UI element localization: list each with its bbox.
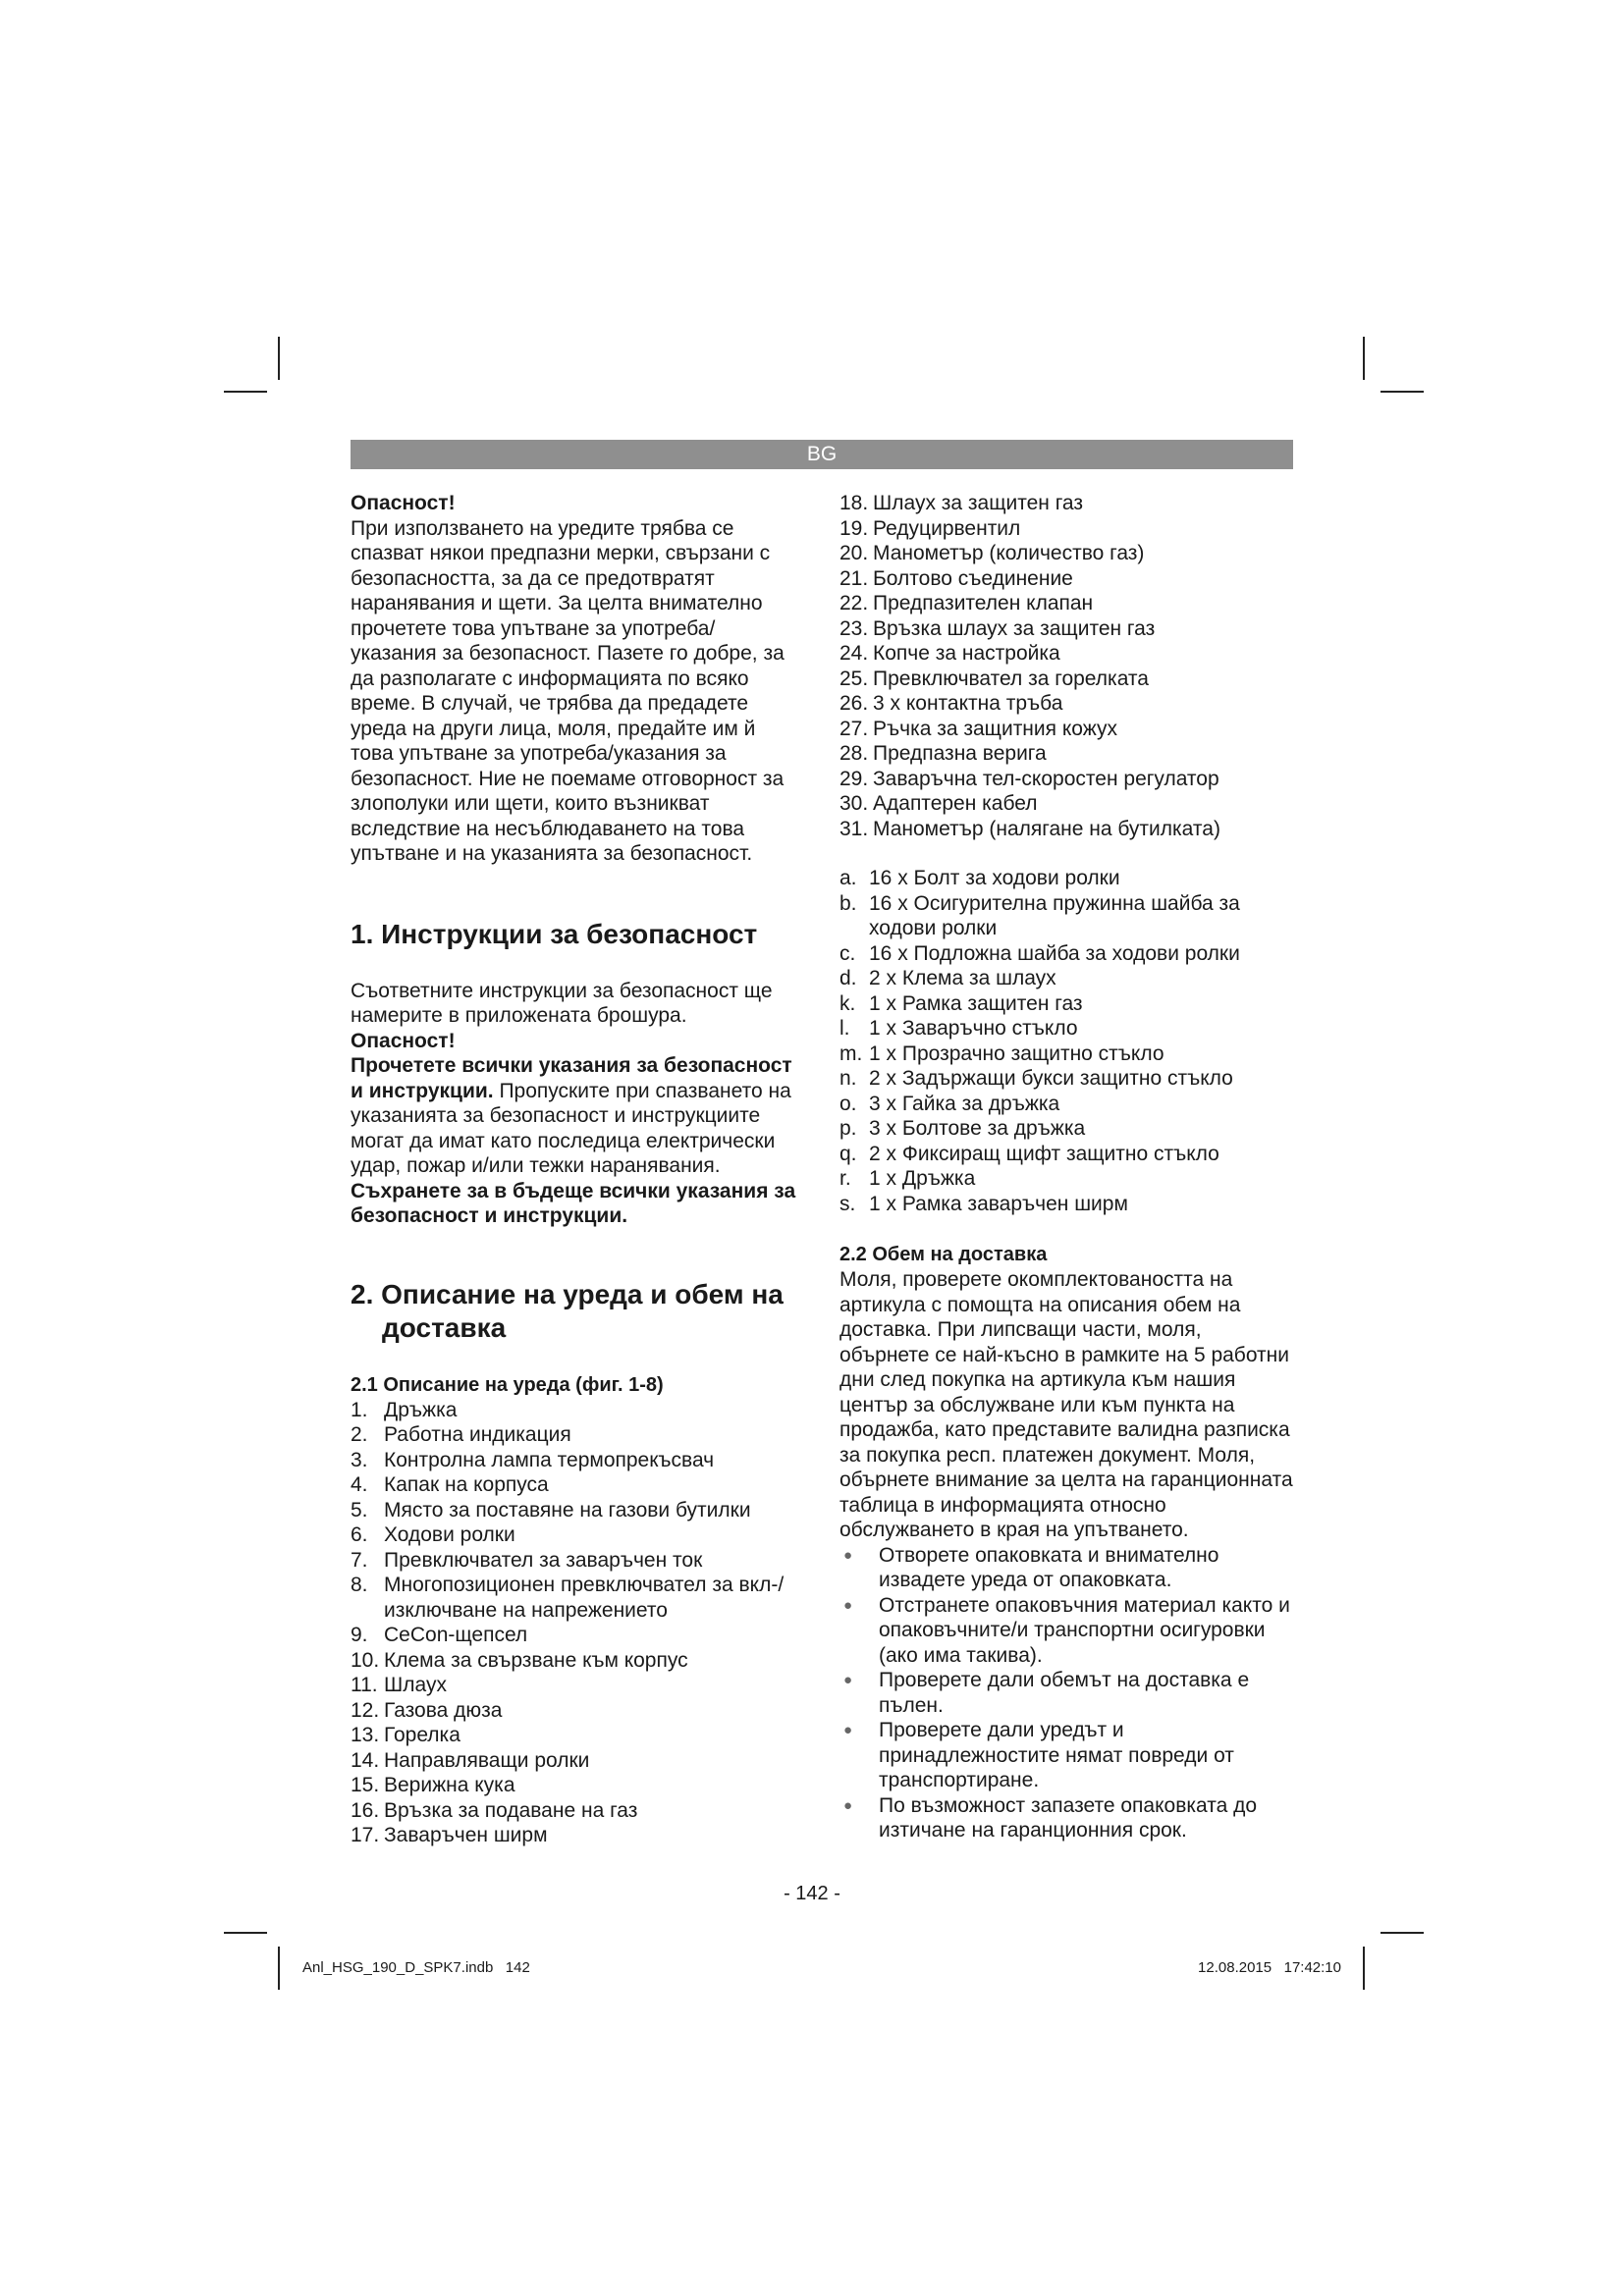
bullet-icon: ● [843,1672,853,1688]
list-item: 18. Шлаух за защитен газ [839,492,1083,514]
list-item: 7. Превключвател за заваръчен ток [351,1548,703,1572]
list-item: b. 16 x Осигурителна пружинна шайба за ходови ролки [839,891,1240,939]
list-item: r. 1 x Дръжка [839,1167,976,1190]
right-column [839,491,1296,1843]
section-1-title: 1. Инструкции за безопасност [351,918,758,949]
list-item: 11. Шлаух [351,1674,447,1696]
crop-mark [1363,337,1365,380]
footer-datetime: 12.08.2015 17:42:10 [1198,1959,1341,1976]
list-item: 13. Горелка [351,1724,460,1746]
crop-mark [1380,1932,1424,1934]
crop-mark [1363,1947,1365,1990]
list-item: 25. Превключвател за горелката [839,667,1149,690]
section-1-warning-text [351,1053,797,1229]
list-item: q. 2 x Фиксиращ щифт защитно стъкло [839,1142,1219,1165]
list-item: c. 16 x Подложна шайба за ходови ролки [839,941,1240,965]
delivery-steps-list [839,1543,1296,1843]
subsection-2-2-title: 2.2 Обем на доставка [839,1244,1048,1265]
list-item: 8. Многопозиционен превключвател за вкл-/изключване на напрежението [351,1574,785,1622]
list-item: 31. Манометър (налягане на бутилката) [839,817,1220,840]
danger-text: При използването на уредите трябва се спазват някои предпазни мерки, свързани с безопасността, за да се предотвратят наранявания и щети. За целта внимателно прочетете това упътване за употреба/указания за безопасност. Пазете го добре, за да разполагате с информацията по всяко време. В случай, че трябва да предадете уреда на други лица, моля, предайте им й това упътване за употреба/указания за безопасност. Ние не поемаме отговорност за злополуки или щети, които възникват вследствие на несъблюдаването на това упътване и на указанията за безопасност. [351,516,785,865]
list-item: 30. Адаптерен кабел [839,792,1038,815]
list-item: 27. Ръчка за защитния кожух [839,717,1117,740]
list-item: 4. Капак на корпуса [351,1473,549,1496]
list-item: 21. Болтово съединение [839,566,1073,590]
list-item: 17. Заваръчен ширм [351,1824,548,1846]
parts-list-right [839,491,1296,841]
list-item: 5. Място за поставяне на газови бутилки [351,1498,751,1522]
bullet-icon: ● [843,1596,853,1614]
list-item: 14. Направляващи ролки [351,1748,590,1772]
list-item: n. 2 x Задържащи букси защитно стъкло [839,1067,1233,1090]
section-1-intro: Съответните инструкции за безопасност ще намерите в приложената брошура. [351,979,773,1027]
list-item: 16. Връзка за подаване на газ [351,1798,638,1822]
bullet-icon: ● [843,1546,853,1564]
crop-mark [1380,391,1424,393]
list-item: 9. CeCon-щепсел [351,1624,528,1646]
list-item: l. 1 x Заваръчно стъкло [839,1017,1078,1040]
list-item: ● Проверете дали обемът на доставка е пълен. [839,1668,1296,1718]
section-1-danger: Опасност! [351,1029,456,1052]
section-2-title: 2. Описание на уреда и обем на доставка [351,1278,784,1343]
list-item: 1. Дръжка [351,1398,458,1421]
delivery-text: Моля, проверете окомплектоваността на артикула с помощта на описания обем на доставка. При липсващи части, моля, обърнете се най-късно в рамките на 5 работни дни след покупка на артикула към нашия център за обслужване или към пункта на продажба, като представите валидна разписка за покупка респ. платежен документ. Моля, обърнете внимание за целта на гаранционната таблица в информацията относно обслужването в края на упътването. [839,1268,1293,1541]
list-item: 22. Предпазителен клапан [839,592,1094,614]
list-item: ● Отстранете опаковъчния материал както и опаковъчните/и транспортни осигуровки (ако има такива). [839,1593,1296,1669]
list-item: ● Проверете дали уредът и принадлежностите нямат повреди от транспортиране. [839,1718,1296,1793]
list-item: ● По възможност запазете опаковката до изтичане на гаранционния срок. [839,1793,1296,1843]
list-item: k. 1 x Рамка защитен газ [839,991,1083,1015]
list-item: d. 2 x Клема за шлаух [839,967,1056,989]
list-item: 29. Заваръчна тел-скоростен регулатор [839,767,1219,790]
bullet-icon: ● [843,1722,853,1738]
crop-mark [224,1932,267,1934]
left-column [351,491,797,1848]
parts-list-left [351,1398,797,1848]
list-item: 26. 3 x контактна тръба [839,692,1063,715]
list-item: 20. Манометър (количество газ) [839,542,1145,564]
list-item: 3. Контролна лампа термопрекъсвач [351,1448,715,1471]
list-item: 15. Верижна кука [351,1774,515,1796]
list-item: a. 16 x Болт за ходови ролки [839,867,1120,889]
section-1-consequences: Пропуските при спазването на указанията за безопасност и инструкциите могат да имат като последица електрически удар, пожар и/или тежки наранявания. [351,1079,791,1177]
list-item: p. 3 x Болтове за дръжка [839,1117,1086,1140]
list-item: 19. Редуцирвентил [839,516,1021,540]
list-item: 12. Газова дюза [351,1698,503,1722]
list-item: 10. Клема за свързване към корпус [351,1648,688,1672]
footer-file: Anl_HSG_190_D_SPK7.indb 142 [302,1959,530,1976]
list-item: 24. Копче за настройка [839,642,1060,665]
bullet-icon: ● [843,1796,853,1814]
list-item: ● Отворете опаковката и внимателно извадете уреда от опаковката. [839,1543,1296,1593]
list-item: o. 3 x Гайка за дръжка [839,1092,1060,1115]
list-item: s. 1 x Рамка заваръчен ширм [839,1192,1128,1215]
list-item: 6. Ходови ролки [351,1523,515,1546]
section-1-bold-keep: Съхранете за в бъдеще всички указания за безопасност и инструкции. [351,1179,796,1227]
crop-mark [224,391,267,393]
list-item: 23. Връзка шлаух за защитен газ [839,616,1156,640]
page-number: - 142 - [784,1883,840,1904]
list-item: m. 1 x Прозрачно защитно стъкло [839,1041,1164,1065]
subsection-2-1-title: 2.1 Описание на уреда (фиг. 1-8) [351,1373,664,1396]
accessories-list [839,866,1296,1216]
language-header-bar: BG [351,440,1293,469]
crop-mark [278,337,280,380]
crop-mark [278,1947,280,1990]
danger-title: Опасност! [351,492,456,514]
list-item: 2. Работна индикация [351,1423,571,1446]
section-1-bold-read: Прочетете всички указания за безопасност и инструкции. [351,1054,792,1102]
list-item: 28. Предпазна верига [839,742,1047,765]
